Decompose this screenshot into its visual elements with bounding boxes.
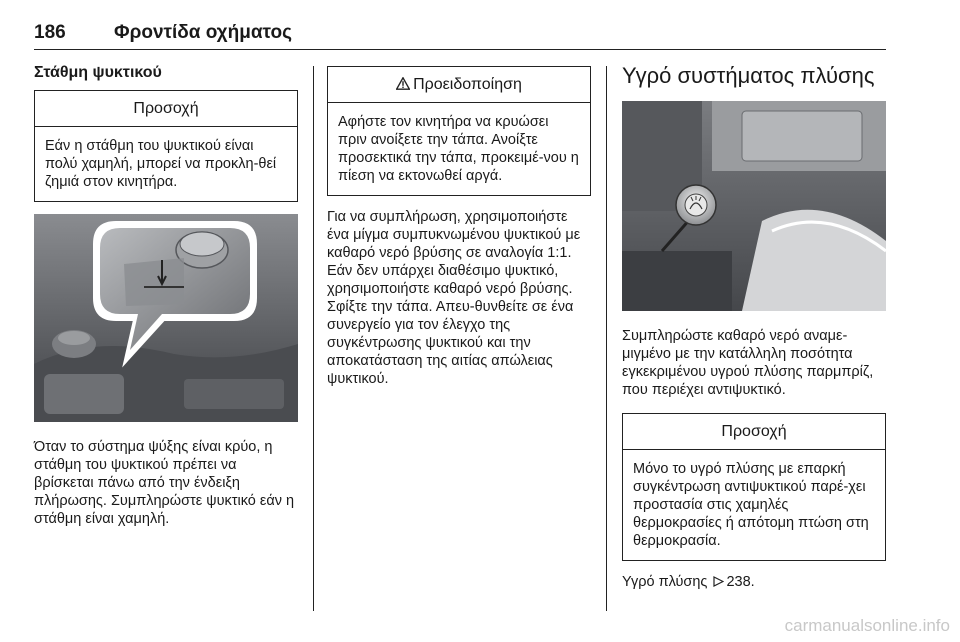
washer-fluid-paragraph: Συμπληρώστε καθαρό νερό αναμε-μιγμένο με την κατάλληλη ποσότητα εγκεκριμένου υγρού πλύσης παρμπρίζ, που περιέχει αντιψυκτικό.	[622, 328, 874, 398]
refill-paragraph: Για να συμπλήρωση, χρησιμοποιήστε ένα μίγμα συμπυκνωμένου ψυκτικού με καθαρό νερό βρύσης σε αναλογία 1:1. Εάν δεν υπάρχει διαθέσιμο ψυκτικό, χρησιμοποιήστε καθαρό νερό βρύσης. Σφίξτε την τάπα. Απευ-θυνθείτε σε ένα συνεργείο για τον έλεγχο της συγκέντρωσης ψυκτικού και την αποκατάσταση της αιτίας απώλειας ψυκτικού.	[327, 209, 581, 387]
reference-arrow-icon	[713, 576, 724, 587]
reference-label: Υγρό πλύσης	[622, 574, 708, 590]
warning-box	[327, 66, 591, 196]
caution-text: Εάν η στάθμη του ψυκτικού είναι πολύ χαμηλή, μπορεί να προκλη-θεί ζημιά στον κινητήρα.	[45, 138, 277, 190]
caution-box-washer	[622, 413, 886, 561]
watermark: carmanualsonline.info	[784, 616, 950, 635]
reference-page: 238.	[726, 574, 755, 590]
caution-text-washer: Μόνο το υγρό πλύσης με επαρκή συγκέντρωση αντιψυκτικού παρέ-χει προστασία στις χαμηλές θερμοκρασίες ή απότομη πτώση στη θερμοκρασία.	[633, 461, 869, 549]
column-divider	[313, 66, 314, 611]
caution-title-washer: Προσοχή	[623, 414, 885, 450]
section-title-washer-fluid: Υγρό συστήματος πλύσης	[622, 63, 875, 88]
column-left	[34, 60, 298, 528]
section-title-coolant: Στάθμη ψυκτικού	[34, 64, 162, 81]
chapter-title: Φροντίδα οχήματος	[114, 22, 292, 43]
warning-header	[328, 67, 590, 103]
page-header	[34, 22, 886, 50]
coolant-reservoir-drawing	[34, 214, 298, 422]
caution-box	[34, 90, 298, 202]
warning-text: Αφήστε τον κινητήρα να κρυώσει πριν ανοίξετε την τάπα. Ανοίξτε προσεκτικά την τάπα, προκειμέ-νου η πίεση να εκτονωθεί αργά.	[338, 114, 579, 184]
warning-title: Προειδοποίηση	[413, 76, 522, 93]
washer-fluid-illustration	[622, 101, 886, 311]
column-right	[622, 60, 886, 591]
page-number: 186	[34, 22, 66, 43]
cross-reference[interactable]	[622, 573, 886, 591]
warning-triangle-icon	[396, 77, 410, 90]
caution-title: Προσοχή	[35, 91, 297, 127]
column-middle	[327, 66, 591, 388]
column-divider	[606, 66, 607, 611]
washer-reservoir-drawing	[622, 101, 886, 311]
coolant-reservoir-illustration	[34, 214, 298, 422]
coolant-level-paragraph: Όταν το σύστημα ψύξης είναι κρύο, η στάθμη του ψυκτικού πρέπει να βρίσκεται πάνω από την ένδειξη πλήρωσης. Συμπληρώστε ψυκτικό εάν η στάθμη είναι χαμηλή.	[34, 439, 295, 527]
